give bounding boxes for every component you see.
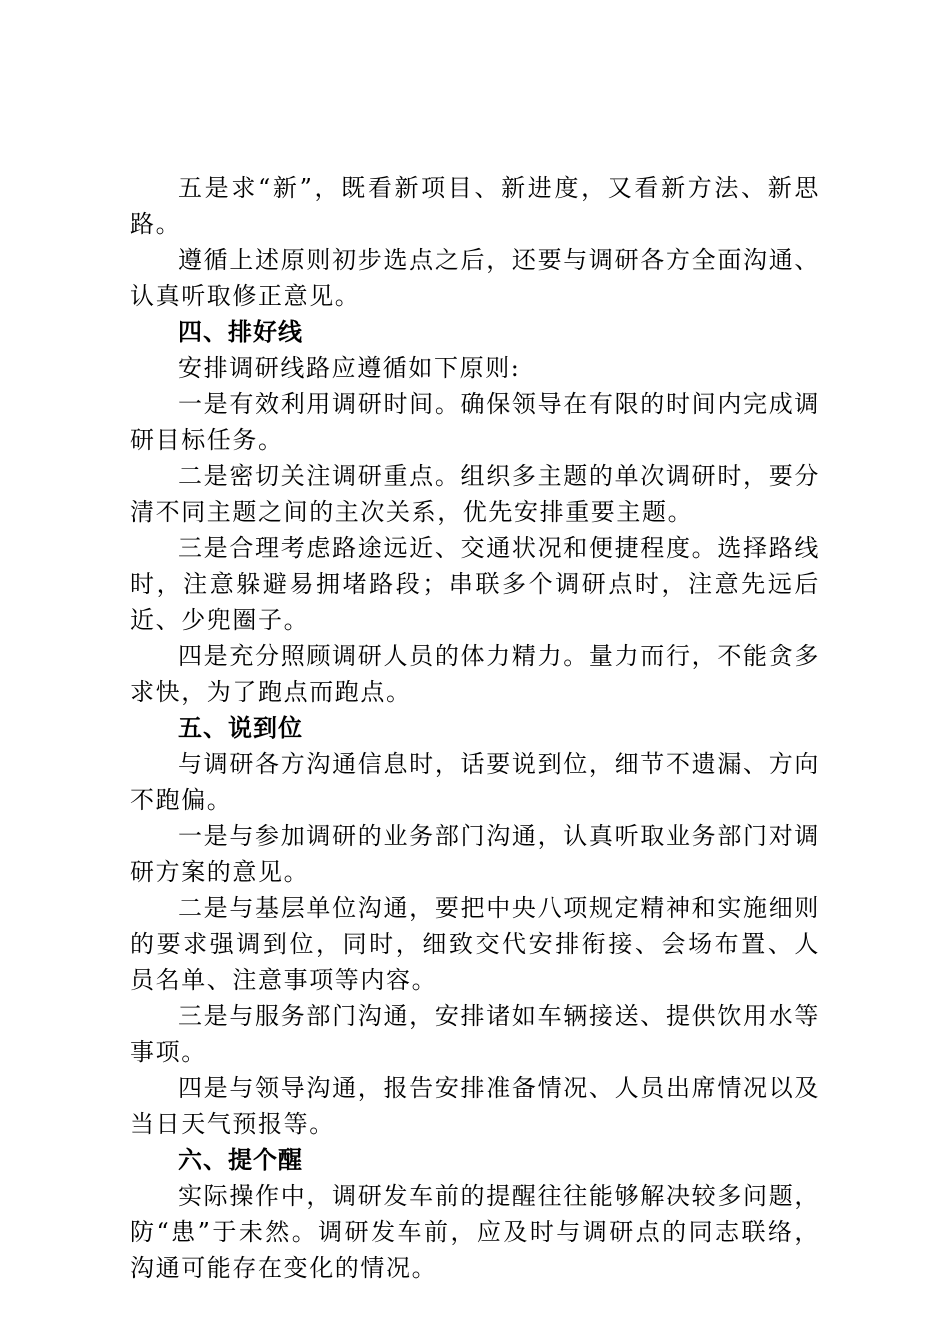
paragraph: 实际操作中，调研发车前的提醒往往能够解决较多问题，防“患”于未然。调研发车前，应及时与调研点的同志联络，沟通可能存在变化的情况。 — [130, 1182, 820, 1282]
section-heading: 五、说到位 — [178, 714, 303, 742]
paragraph: 四是充分照顾调研人员的体力精力。量力而行，不能贪多求快，为了跑点而跑点。 — [130, 642, 820, 706]
paragraph: 三是与服务部门沟通，安排诸如车辆接送、提供饮用水等事项。 — [130, 1002, 820, 1066]
paragraph: 遵循上述原则初步选点之后，还要与调研各方全面沟通、认真听取修正意见。 — [130, 246, 820, 310]
paragraph: 三是合理考虑路途远近、交通状况和便捷程度。选择路线时，注意躲避易拥堵路段；串联多个调研点时，注意先远后近、少兜圈子。 — [130, 534, 820, 634]
section-heading: 四、排好线 — [178, 318, 303, 346]
document-body — [130, 170, 820, 1286]
paragraph: 五是求“新”，既看新项目、新进度，又看新方法、新思路。 — [130, 174, 820, 238]
section-heading: 六、提个醒 — [178, 1146, 303, 1174]
paragraph: 与调研各方沟通信息时，话要说到位，细节不遗漏、方向不跑偏。 — [130, 750, 820, 814]
paragraph: 二是与基层单位沟通，要把中央八项规定精神和实施细则的要求强调到位，同时，细致交代安排衔接、会场布置、人员名单、注意事项等内容。 — [130, 894, 820, 994]
paragraph: 安排调研线路应遵循如下原则: — [178, 354, 521, 382]
paragraph: 一是与参加调研的业务部门沟通，认真听取业务部门对调研方案的意见。 — [130, 822, 820, 886]
paragraph: 二是密切关注调研重点。组织多主题的单次调研时，要分清不同主题之间的主次关系，优先安排重要主题。 — [130, 462, 820, 526]
paragraph: 一是有效利用调研时间。确保领导在有限的时间内完成调研目标任务。 — [130, 390, 820, 454]
paragraph: 四是与领导沟通，报告安排准备情况、人员出席情况以及当日天气预报等。 — [130, 1074, 820, 1138]
